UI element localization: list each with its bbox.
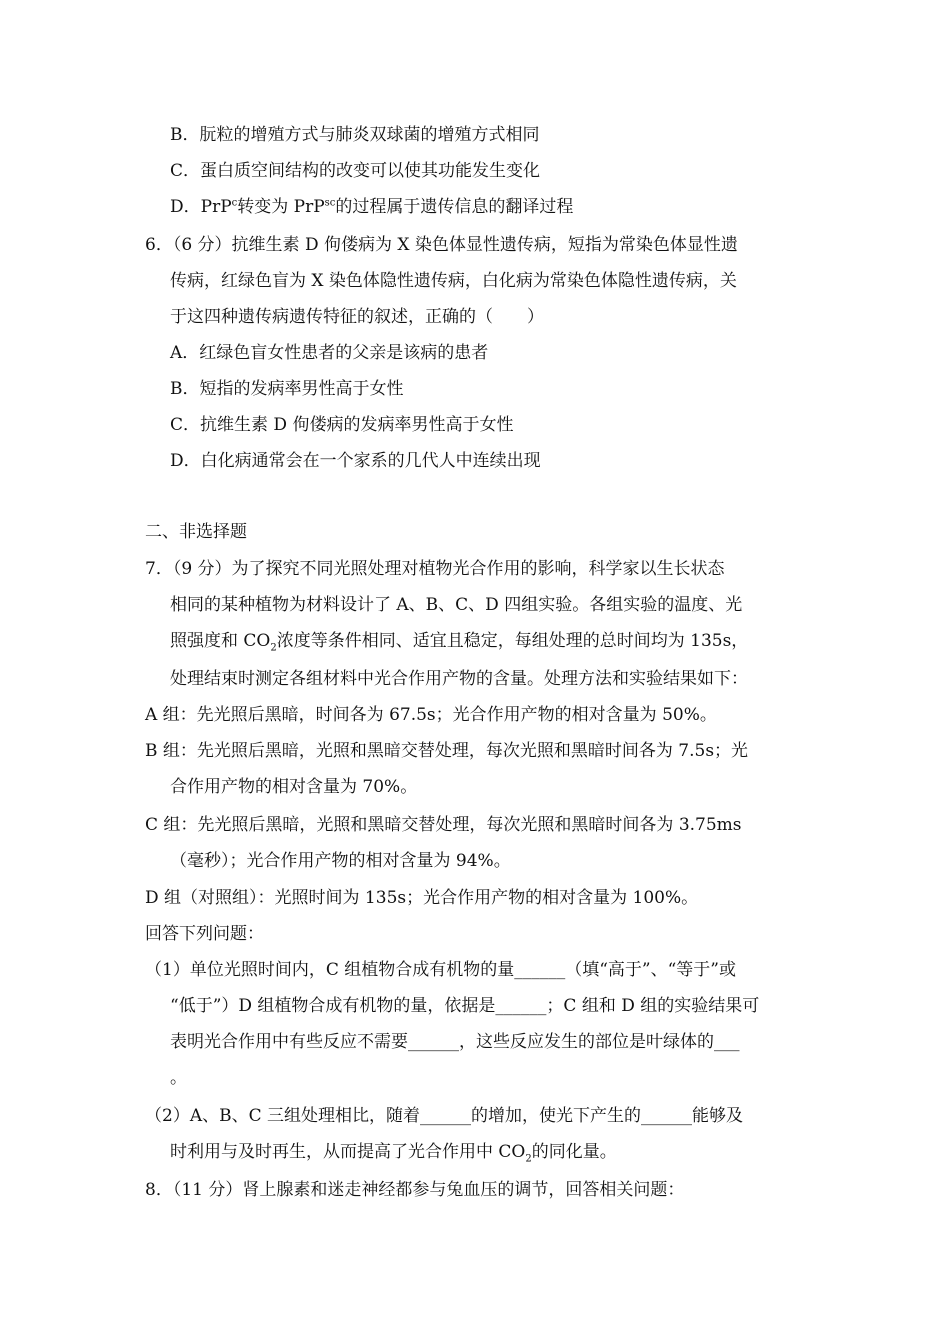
q7-group-b-line2: 合作用产物的相对含量为 70%。 xyxy=(170,777,418,797)
q7-group-d: D 组（对照组）：光照时间为 135s；光合作用产物的相对含量为 100%。 xyxy=(145,888,699,908)
q5-option-b: B．朊粒的增殖方式与肺炎双球菌的增殖方式相同 xyxy=(170,125,540,145)
q7-group-b-line1: B 组：先光照后黑暗，光照和黑暗交替处理，每次光照和黑暗时间各为 7.5s；光 xyxy=(145,741,749,761)
q7-group-a: A 组：先光照后黑暗，时间各为 67.5s；光合作用产物的相对含量为 50%。 xyxy=(145,705,717,725)
q7-sub1-line1: （1）单位光照时间内，C 组植物合成有机物的量______（填“高于”、“等于”或 xyxy=(145,960,736,980)
q5-option-d-middle: 转变为 PrP xyxy=(237,197,325,217)
q7-group-c-line1: C 组：先光照后黑暗，光照和黑暗交替处理，每次光照和黑暗时间各为 3.75ms xyxy=(145,815,742,835)
q6-option-b: B．短指的发病率男性高于女性 xyxy=(170,379,404,399)
q5-option-d-suffix: 的过程属于遗传信息的翻译过程 xyxy=(335,197,574,217)
q7-stem-line1: 7．（9 分）为了探究不同光照处理对植物光合作用的影响，科学家以生长状态 xyxy=(145,559,725,579)
q7-line3-suffix: 浓度等条件相同、适宜且稳定，每组处理的总时间均为 135s， xyxy=(276,631,749,651)
q7-sub2-line1: （2）A、B、C 三组处理相比，随着______的增加，使光下产生的______能够及 xyxy=(145,1106,743,1126)
q6-stem-line1: 6．（6 分）抗维生素 D 佝偻病为 X 染色体显性遗传病，短指为常染色体显性遗 xyxy=(145,235,738,255)
q6-option-a: A．红绿色盲女性患者的父亲是该病的患者 xyxy=(170,343,489,363)
q7-sub1-line4: 。 xyxy=(170,1068,187,1088)
q5-option-c: C．蛋白质空间结构的改变可以使其功能发生变化 xyxy=(170,161,541,181)
q6-option-c: C．抗维生素 D 佝偻病的发病率男性高于女性 xyxy=(170,415,514,435)
q7-sub1-line2: “低于”）D 组植物合成有机物的量，依据是______；C 组和 D 组的实验结果可 xyxy=(170,996,760,1016)
q7-sub2-line2-suffix: 的同化量。 xyxy=(531,1142,617,1162)
q6-stem-line2: 传病，红绿色盲为 X 染色体隐性遗传病，白化病为常染色体隐性遗传病，关 xyxy=(170,271,737,291)
q7-sub2-line2-prefix: 时利用与及时再生，从而提高了光合作用中 CO xyxy=(170,1142,526,1162)
q5-option-d-prefix: D．PrP xyxy=(170,197,232,217)
q7-sub2-line2 xyxy=(170,1140,617,1164)
q7-stem-line4: 处理结束时测定各组材料中光合作用产物的含量。处理方法和实验结果如下： xyxy=(170,669,748,689)
superscript-sc: sc xyxy=(324,197,336,209)
q7-sub1-line3: 表明光合作用中有些反应不需要______，这些反应发生的部位是叶绿体的___ xyxy=(170,1032,740,1052)
q6-stem-line3: 于这四种遗传病遗传特征的叙述，正确的（ ） xyxy=(170,307,544,327)
q7-line3-prefix: 照强度和 CO xyxy=(170,631,271,651)
subscript-2: 2 xyxy=(525,1153,532,1165)
section-title: 二、非选择题 xyxy=(145,522,247,542)
q5-option-d xyxy=(170,195,573,219)
superscript-c: c xyxy=(231,197,238,209)
q7-stem-line3 xyxy=(170,629,748,653)
q7-stem-line2: 相同的某种植物为材料设计了 A、B、C、D 四组实验。各组实验的温度、光 xyxy=(170,595,743,615)
subscript-2: 2 xyxy=(270,642,277,654)
q6-option-d: D．白化病通常会在一个家系的几代人中连续出现 xyxy=(170,451,541,471)
q8-stem-line1: 8．（11 分）肾上腺素和迷走神经都参与兔血压的调节，回答相关问题： xyxy=(145,1180,685,1200)
q7-answer-prompt: 回答下列问题： xyxy=(145,924,264,944)
q7-group-c-line2: （毫秒）；光合作用产物的相对含量为 94%。 xyxy=(170,851,511,871)
